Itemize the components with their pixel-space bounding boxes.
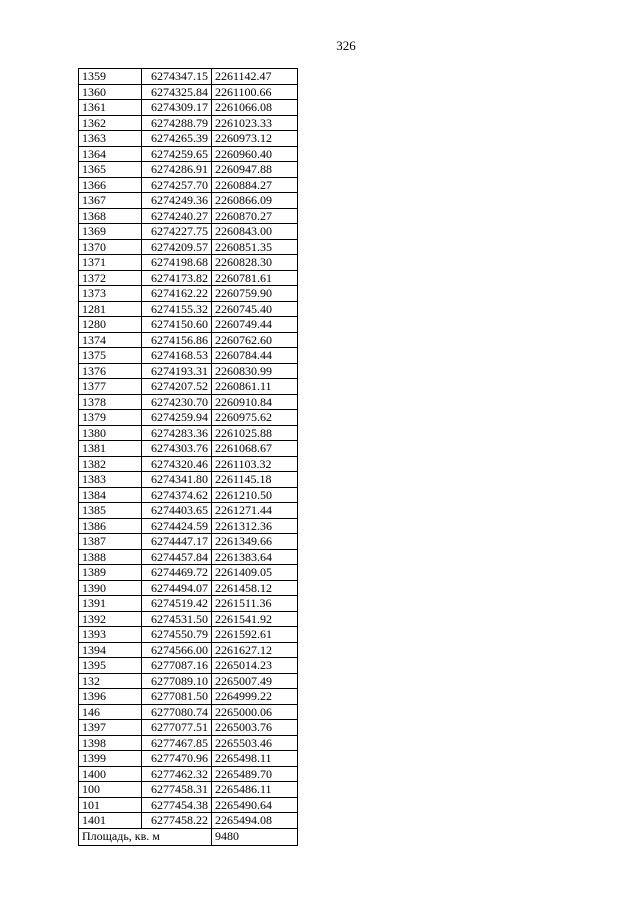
point-number-cell: 1393: [79, 627, 142, 643]
table-row: [79, 580, 298, 596]
y-coordinate-cell: 2260960.40: [212, 146, 298, 162]
point-number-cell: 1390: [79, 580, 142, 596]
x-coordinate-cell: 6274286.91: [142, 162, 212, 178]
point-number-cell: 1379: [79, 410, 142, 426]
x-coordinate-cell: 6274155.32: [142, 301, 212, 317]
table-row: [79, 270, 298, 286]
x-coordinate-cell: 6274150.60: [142, 317, 212, 333]
table-row: [79, 193, 298, 209]
table-row: [79, 146, 298, 162]
point-number-cell: 1395: [79, 658, 142, 674]
point-number-cell: 1376: [79, 363, 142, 379]
table-row: [79, 518, 298, 534]
table-row: [79, 782, 298, 798]
y-coordinate-cell: 2261383.64: [212, 549, 298, 565]
x-coordinate-cell: 6277454.38: [142, 797, 212, 813]
table-row: [79, 239, 298, 255]
point-number-cell: 1366: [79, 177, 142, 193]
x-coordinate-cell: 6274424.59: [142, 518, 212, 534]
x-coordinate-cell: 6274550.79: [142, 627, 212, 643]
table-row: [79, 208, 298, 224]
y-coordinate-cell: 2261271.44: [212, 503, 298, 519]
point-number-cell: 1400: [79, 766, 142, 782]
y-coordinate-cell: 2261210.50: [212, 487, 298, 503]
x-coordinate-cell: 6274303.76: [142, 441, 212, 457]
y-coordinate-cell: 2260749.44: [212, 317, 298, 333]
point-number-cell: 1401: [79, 813, 142, 829]
point-number-cell: 146: [79, 704, 142, 720]
point-number-cell: 1361: [79, 100, 142, 116]
point-number-cell: 1367: [79, 193, 142, 209]
x-coordinate-cell: 6274240.27: [142, 208, 212, 224]
y-coordinate-cell: 2261312.36: [212, 518, 298, 534]
table-row: [79, 115, 298, 131]
x-coordinate-cell: 6274173.82: [142, 270, 212, 286]
point-number-cell: 1360: [79, 84, 142, 100]
table-row: [79, 813, 298, 829]
x-coordinate-cell: 6274257.70: [142, 177, 212, 193]
y-coordinate-cell: 2265498.11: [212, 751, 298, 767]
point-number-cell: 1378: [79, 394, 142, 410]
point-number-cell: 1387: [79, 534, 142, 550]
table-row: [79, 100, 298, 116]
x-coordinate-cell: 6274259.94: [142, 410, 212, 426]
x-coordinate-cell: 6274259.65: [142, 146, 212, 162]
y-coordinate-cell: 2260830.99: [212, 363, 298, 379]
x-coordinate-cell: 6274347.15: [142, 69, 212, 85]
x-coordinate-cell: 6274168.53: [142, 348, 212, 364]
table-row: [79, 627, 298, 643]
area-row: [79, 828, 298, 845]
point-number-cell: 1392: [79, 611, 142, 627]
point-number-cell: 101: [79, 797, 142, 813]
x-coordinate-cell: 6274209.57: [142, 239, 212, 255]
table-row: [79, 348, 298, 364]
point-number-cell: 1369: [79, 224, 142, 240]
point-number-cell: 1398: [79, 735, 142, 751]
point-number-cell: 1280: [79, 317, 142, 333]
y-coordinate-cell: 2264999.22: [212, 689, 298, 705]
y-coordinate-cell: 2260884.27: [212, 177, 298, 193]
table-row: [79, 301, 298, 317]
x-coordinate-cell: 6277089.10: [142, 673, 212, 689]
x-coordinate-cell: 6274156.86: [142, 332, 212, 348]
table-row: [79, 456, 298, 472]
y-coordinate-cell: 2261458.12: [212, 580, 298, 596]
table-row: [79, 704, 298, 720]
table-row: [79, 379, 298, 395]
point-number-cell: 1363: [79, 131, 142, 147]
y-coordinate-cell: 2265489.70: [212, 766, 298, 782]
y-coordinate-cell: 2260975.62: [212, 410, 298, 426]
table-row: [79, 69, 298, 85]
table-row: [79, 673, 298, 689]
x-coordinate-cell: 6274341.80: [142, 472, 212, 488]
table-row: [79, 363, 298, 379]
x-coordinate-cell: 6274309.17: [142, 100, 212, 116]
y-coordinate-cell: 2261103.32: [212, 456, 298, 472]
table-row: [79, 410, 298, 426]
table-row: [79, 549, 298, 565]
x-coordinate-cell: 6277467.85: [142, 735, 212, 751]
table-row: [79, 565, 298, 581]
x-coordinate-cell: 6277470.96: [142, 751, 212, 767]
point-number-cell: 1396: [79, 689, 142, 705]
table-row: [79, 735, 298, 751]
point-number-cell: 1389: [79, 565, 142, 581]
point-number-cell: 1281: [79, 301, 142, 317]
x-coordinate-cell: 6277080.74: [142, 704, 212, 720]
point-number-cell: 1397: [79, 720, 142, 736]
y-coordinate-cell: 2260745.40: [212, 301, 298, 317]
y-coordinate-cell: 2260910.84: [212, 394, 298, 410]
x-coordinate-cell: 6274283.36: [142, 425, 212, 441]
y-coordinate-cell: 2261541.92: [212, 611, 298, 627]
y-coordinate-cell: 2260781.61: [212, 270, 298, 286]
y-coordinate-cell: 2260861.11: [212, 379, 298, 395]
y-coordinate-cell: 2260866.09: [212, 193, 298, 209]
point-number-cell: 100: [79, 782, 142, 798]
table-row: [79, 162, 298, 178]
x-coordinate-cell: 6274230.70: [142, 394, 212, 410]
x-coordinate-cell: 6277462.32: [142, 766, 212, 782]
y-coordinate-cell: 2260973.12: [212, 131, 298, 147]
y-coordinate-cell: 2265003.76: [212, 720, 298, 736]
area-value: 9480: [212, 828, 298, 845]
table-row: [79, 472, 298, 488]
y-coordinate-cell: 2261066.08: [212, 100, 298, 116]
coordinates-table-body: [79, 69, 298, 829]
point-number-cell: 1380: [79, 425, 142, 441]
y-coordinate-cell: 2261023.33: [212, 115, 298, 131]
x-coordinate-cell: 6274469.72: [142, 565, 212, 581]
table-row: [79, 751, 298, 767]
area-label: Площадь, кв. м: [79, 828, 212, 845]
y-coordinate-cell: 2260784.44: [212, 348, 298, 364]
x-coordinate-cell: 6274162.22: [142, 286, 212, 302]
table-row: [79, 441, 298, 457]
table-row: [79, 503, 298, 519]
x-coordinate-cell: 6274531.50: [142, 611, 212, 627]
table-row: [79, 534, 298, 550]
table-row: [79, 720, 298, 736]
point-number-cell: 1364: [79, 146, 142, 162]
y-coordinate-cell: 2260762.60: [212, 332, 298, 348]
y-coordinate-cell: 2265503.46: [212, 735, 298, 751]
point-number-cell: 1386: [79, 518, 142, 534]
table-row: [79, 611, 298, 627]
point-number-cell: 1359: [79, 69, 142, 85]
x-coordinate-cell: 6274288.79: [142, 115, 212, 131]
table-row: [79, 394, 298, 410]
point-number-cell: 1391: [79, 596, 142, 612]
x-coordinate-cell: 6277077.51: [142, 720, 212, 736]
point-number-cell: 1394: [79, 642, 142, 658]
point-number-cell: 132: [79, 673, 142, 689]
y-coordinate-cell: 2260828.30: [212, 255, 298, 271]
y-coordinate-cell: 2261025.88: [212, 425, 298, 441]
x-coordinate-cell: 6274403.65: [142, 503, 212, 519]
y-coordinate-cell: 2261142.47: [212, 69, 298, 85]
y-coordinate-cell: 2261409.05: [212, 565, 298, 581]
point-number-cell: 1370: [79, 239, 142, 255]
x-coordinate-cell: 6274207.52: [142, 379, 212, 395]
table-row: [79, 317, 298, 333]
point-number-cell: 1399: [79, 751, 142, 767]
x-coordinate-cell: 6277081.50: [142, 689, 212, 705]
table-row: [79, 658, 298, 674]
point-number-cell: 1382: [79, 456, 142, 472]
page-number: 326: [336, 38, 356, 53]
table-row: [79, 596, 298, 612]
x-coordinate-cell: 6274325.84: [142, 84, 212, 100]
point-number-cell: 1372: [79, 270, 142, 286]
x-coordinate-cell: 6277458.22: [142, 813, 212, 829]
y-coordinate-cell: 2261592.61: [212, 627, 298, 643]
y-coordinate-cell: 2265000.06: [212, 704, 298, 720]
y-coordinate-cell: 2261145.18: [212, 472, 298, 488]
coordinates-table: [78, 68, 298, 846]
table-row: [79, 642, 298, 658]
table-row: [79, 425, 298, 441]
table-row: [79, 255, 298, 271]
y-coordinate-cell: 2261068.67: [212, 441, 298, 457]
y-coordinate-cell: 2261349.66: [212, 534, 298, 550]
x-coordinate-cell: 6274457.84: [142, 549, 212, 565]
y-coordinate-cell: 2261100.66: [212, 84, 298, 100]
y-coordinate-cell: 2260759.90: [212, 286, 298, 302]
x-coordinate-cell: 6274265.39: [142, 131, 212, 147]
point-number-cell: 1377: [79, 379, 142, 395]
point-number-cell: 1373: [79, 286, 142, 302]
y-coordinate-cell: 2265007.49: [212, 673, 298, 689]
x-coordinate-cell: 6274519.42: [142, 596, 212, 612]
table-row: [79, 797, 298, 813]
point-number-cell: 1383: [79, 472, 142, 488]
table-row: [79, 487, 298, 503]
x-coordinate-cell: 6274198.68: [142, 255, 212, 271]
point-number-cell: 1381: [79, 441, 142, 457]
table-row: [79, 224, 298, 240]
point-number-cell: 1384: [79, 487, 142, 503]
table-row: [79, 286, 298, 302]
table-row: [79, 689, 298, 705]
x-coordinate-cell: 6274227.75: [142, 224, 212, 240]
x-coordinate-cell: 6274249.36: [142, 193, 212, 209]
x-coordinate-cell: 6274494.07: [142, 580, 212, 596]
x-coordinate-cell: 6274320.46: [142, 456, 212, 472]
y-coordinate-cell: 2260947.88: [212, 162, 298, 178]
x-coordinate-cell: 6277458.31: [142, 782, 212, 798]
x-coordinate-cell: 6274374.62: [142, 487, 212, 503]
x-coordinate-cell: 6274447.17: [142, 534, 212, 550]
point-number-cell: 1375: [79, 348, 142, 364]
table-row: [79, 332, 298, 348]
y-coordinate-cell: 2265014.23: [212, 658, 298, 674]
y-coordinate-cell: 2261627.12: [212, 642, 298, 658]
y-coordinate-cell: 2265486.11: [212, 782, 298, 798]
x-coordinate-cell: 6274193.31: [142, 363, 212, 379]
y-coordinate-cell: 2265490.64: [212, 797, 298, 813]
point-number-cell: 1374: [79, 332, 142, 348]
point-number-cell: 1365: [79, 162, 142, 178]
point-number-cell: 1362: [79, 115, 142, 131]
y-coordinate-cell: 2260870.27: [212, 208, 298, 224]
x-coordinate-cell: 6274566.00: [142, 642, 212, 658]
x-coordinate-cell: 6277087.16: [142, 658, 212, 674]
table-row: [79, 766, 298, 782]
point-number-cell: 1388: [79, 549, 142, 565]
y-coordinate-cell: 2260843.00: [212, 224, 298, 240]
point-number-cell: 1385: [79, 503, 142, 519]
point-number-cell: 1371: [79, 255, 142, 271]
table-row: [79, 177, 298, 193]
y-coordinate-cell: 2265494.08: [212, 813, 298, 829]
table-row: [79, 84, 298, 100]
point-number-cell: 1368: [79, 208, 142, 224]
y-coordinate-cell: 2261511.36: [212, 596, 298, 612]
table-row: [79, 131, 298, 147]
y-coordinate-cell: 2260851.35: [212, 239, 298, 255]
